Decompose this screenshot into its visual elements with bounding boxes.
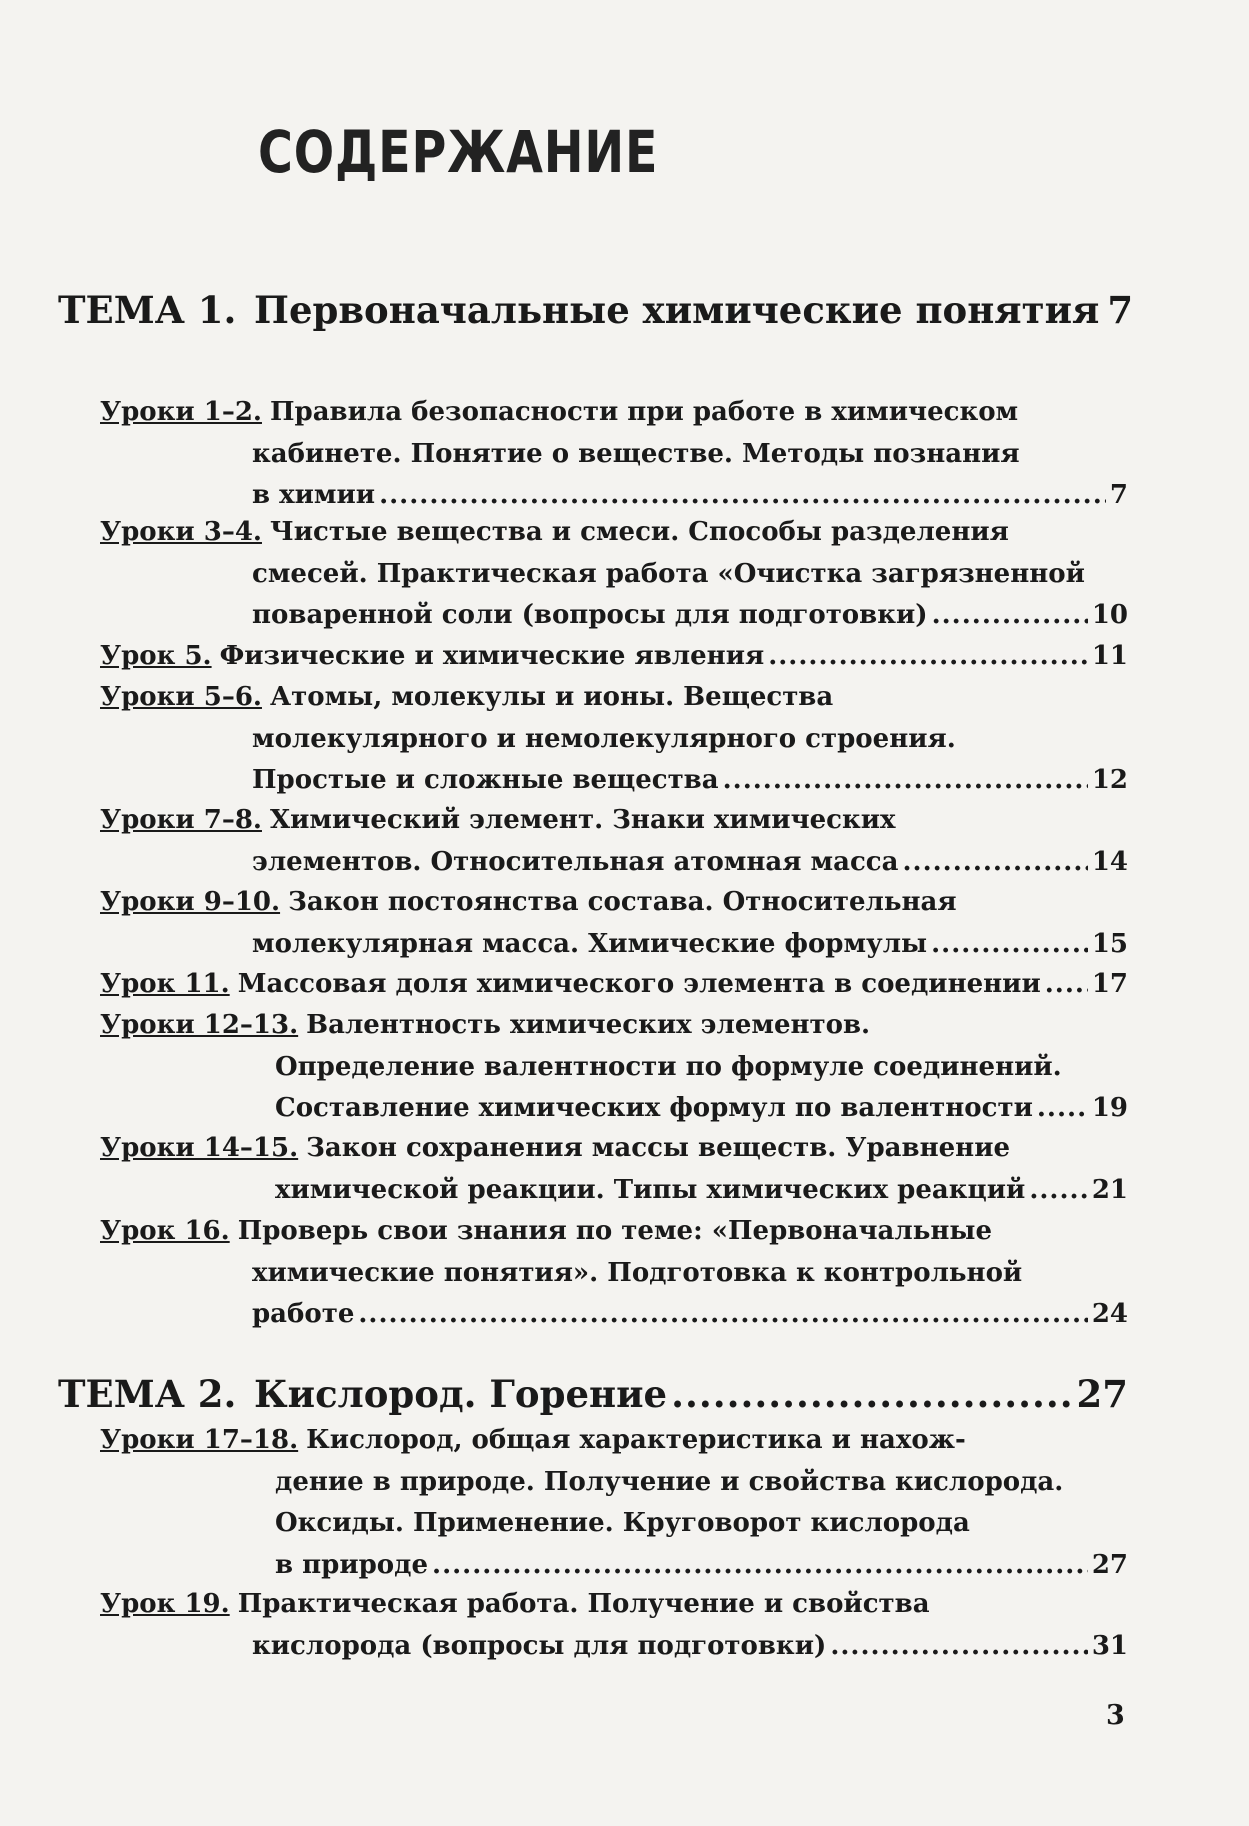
lesson-page: 12 [1091,765,1128,795]
leader-dots [931,924,1088,966]
lesson-text: Закон сохранения массы веществ. Уравнение [306,1133,1011,1163]
entry-line [100,1047,1128,1089]
lesson-text: Физические и химические явления [219,641,765,671]
lesson-label: Уроки 14–15. [100,1133,299,1163]
toc-entry [100,1584,1128,1667]
entry-line [100,434,1128,476]
toc-entry [100,677,1128,802]
lesson-text: смесей. Практическая работа «Очистка загрязненной [252,558,1085,589]
entry-line [100,1005,1128,1047]
lesson-text: кислорода (вопросы для подготовки) [252,1630,827,1661]
leader-dots [932,595,1088,637]
leader-dots [358,1294,1087,1336]
topic-title: Первоначальные химические понятия [254,288,1100,332]
entry-line [100,1462,1128,1504]
lesson-text: кабинете. Понятие о веществе. Методы познания [252,438,1020,469]
toc-entry [100,1420,1128,1586]
entry-line [100,1503,1128,1545]
lesson-text: в химии [252,480,376,510]
lesson-text: Чистые вещества и смеси. Способы разделения [269,517,1009,547]
lesson-text: Правила безопасности при работе в химическом [269,397,1019,427]
toc-entry [100,512,1128,637]
lesson-label: Урок 19. [100,1589,230,1619]
topic-page: 27 [1076,1372,1128,1416]
entry-line [100,636,1128,678]
lesson-label: Урок 5. [100,641,212,671]
leader-dots [1037,1088,1088,1130]
entry-line [100,800,1128,842]
leader-dots [1029,1170,1088,1212]
lesson-page: 11 [1091,641,1128,671]
lesson-text: работе [252,1299,355,1329]
leader-dots [671,1374,1072,1414]
entry-line [100,392,1128,434]
lesson-text: Составление химических формул по валентности [275,1093,1033,1123]
lesson-label: Уроки 1–2. [100,397,262,427]
entry-line [100,1584,1128,1626]
lesson-text: молекулярная масса. Химические формулы [252,928,928,959]
entry-line [100,677,1128,719]
lesson-page: 24 [1091,1299,1128,1329]
lesson-text: Кислород, общая характеристика и нахож- [306,1425,966,1455]
entry-line [100,1253,1128,1295]
leader-dots [379,475,1106,517]
leader-dots [432,1545,1088,1587]
leader-dots [723,760,1088,802]
lesson-page: 31 [1091,1630,1128,1661]
toc-entry [100,882,1128,965]
topic-number: ТЕМА 1. [58,288,237,332]
toc-entry [100,1211,1128,1336]
lesson-label: Уроки 12–13. [100,1010,299,1040]
lesson-text: Оксиды. Применение. Круговорот кислорода [275,1508,970,1538]
entry-line [100,1211,1128,1253]
toc-entry [100,392,1128,517]
lesson-label: Уроки 17–18. [100,1425,299,1455]
entry-line [100,1545,1128,1587]
entry-line [100,760,1128,802]
lesson-page: 17 [1091,969,1128,999]
lesson-text: Атомы, молекулы и ионы. Вещества [269,682,834,712]
lesson-page: 14 [1091,846,1128,877]
entry-line [100,595,1128,637]
entry-line [100,882,1128,924]
topic-page: 7 [1107,288,1134,332]
lesson-label: Урок 11. [100,969,230,999]
lesson-page: 27 [1091,1549,1128,1580]
leader-dots [1045,964,1088,1006]
topic-title: Кислород. Горение [254,1372,668,1416]
lesson-text: Практическая работа. Получение и свойства [237,1589,930,1619]
lesson-text: Определение валентности по формуле соединений. [275,1051,1062,1082]
topic-number: ТЕМА 2. [58,1372,237,1416]
lesson-page: 15 [1091,928,1128,959]
entry-line [100,924,1128,966]
toc-entry [100,1128,1128,1211]
lesson-page: 19 [1091,1093,1128,1123]
toc-entry [100,964,1128,1006]
lesson-text: химической реакции. Типы химических реакций [275,1174,1026,1205]
leader-dots [830,1626,1088,1668]
lesson-page: 10 [1091,600,1128,630]
toc-entry [100,636,1128,678]
lesson-text: в природе [275,1549,429,1580]
entry-line [100,512,1128,554]
lesson-text: Валентность химических элементов. [306,1010,871,1040]
lesson-text: Простые и сложные вещества [252,765,719,795]
lesson-text: Массовая доля химического элемента в соединении [237,969,1041,999]
lesson-text: Закон постоянства состава. Относительная [288,887,957,917]
lesson-label: Уроки 7–8. [100,805,262,835]
lesson-text: дение в природе. Получение и свойства кислорода. [275,1466,1064,1497]
leader-dots [902,842,1087,884]
entry-line [100,1128,1128,1170]
lesson-text: Химический элемент. Знаки химических [269,805,896,835]
lesson-label: Уроки 5–6. [100,682,262,712]
entry-line [100,964,1128,1006]
entry-line [100,1294,1128,1336]
lesson-text: элементов. Относительная атомная масса [252,846,899,877]
lesson-page: 7 [1109,480,1128,510]
topic-2-entry [58,1374,1128,1414]
page-number: 3 [1106,1700,1125,1731]
lesson-label: Уроки 9–10. [100,887,281,917]
lesson-page: 21 [1091,1174,1128,1205]
entry-line [100,842,1128,884]
lesson-label: Уроки 3–4. [100,517,262,547]
lesson-text: поваренной соли (вопросы для подготовки) [252,600,928,630]
entry-line [100,554,1128,596]
toc-entry [100,1005,1128,1130]
entry-line [100,1088,1128,1130]
entry-line [100,475,1128,517]
lesson-text: молекулярного и немолекулярного строения. [252,723,956,754]
topic-1-entry [58,288,1134,332]
lesson-label: Урок 16. [100,1216,230,1246]
entry-line [100,1626,1128,1668]
page-title: СОДЕРЖАНИЕ [258,118,659,186]
entry-line [100,719,1128,761]
lesson-text: химические понятия». Подготовка к контрольной [252,1257,1023,1288]
entry-line [100,1170,1128,1212]
entry-line [100,1420,1128,1462]
lesson-text: Проверь свои знания по теме: «Первоначальные [237,1216,993,1246]
toc-entry [100,800,1128,883]
leader-dots [768,636,1088,678]
